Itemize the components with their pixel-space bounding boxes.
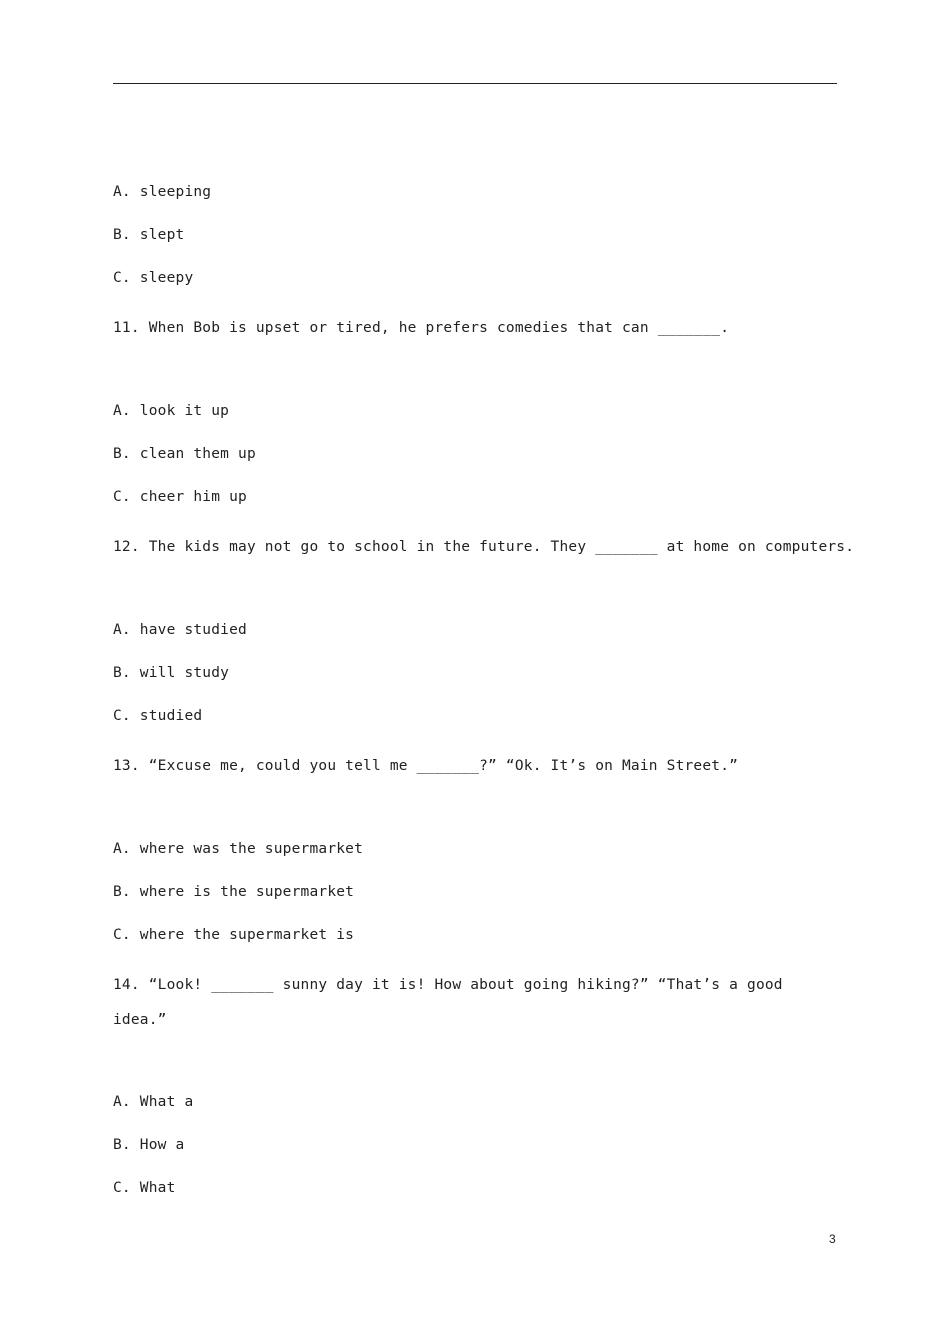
q11-option-c: C. cheer him up bbox=[113, 489, 247, 505]
q14-option-a: A. What a bbox=[113, 1094, 194, 1110]
q13-option-a: A. where was the supermarket bbox=[113, 841, 364, 857]
q12-option-a: A. have studied bbox=[113, 622, 247, 638]
q13-option-c: C. where the supermarket is bbox=[113, 927, 355, 943]
q14-option-c: C. What bbox=[113, 1180, 176, 1196]
q14-stem-line2: idea.” bbox=[113, 1012, 167, 1028]
q10-option-c: C. sleepy bbox=[113, 270, 194, 286]
q14-option-b: B. How a bbox=[113, 1137, 185, 1153]
q14-stem-line1: 14. “Look! _______ sunny day it is! How about going hiking?” “That’s a good bbox=[113, 977, 783, 993]
q11-option-a: A. look it up bbox=[113, 403, 230, 419]
q12-option-c: C. studied bbox=[113, 708, 203, 724]
q13-stem: 13. “Excuse me, could you tell me _______?” “Ok. It’s on Main Street.” bbox=[113, 758, 739, 774]
q12-option-b: B. will study bbox=[113, 665, 230, 681]
q10-option-b: B. slept bbox=[113, 227, 185, 243]
q13-option-b: B. where is the supermarket bbox=[113, 884, 355, 900]
q11-option-b: B. clean them up bbox=[113, 446, 256, 462]
q10-option-a: A. sleeping bbox=[113, 184, 212, 200]
page-number: 3 bbox=[829, 1232, 836, 1246]
header-rule bbox=[113, 83, 837, 84]
q11-stem: 11. When Bob is upset or tired, he prefers comedies that can _______. bbox=[113, 320, 730, 336]
q12-stem: 12. The kids may not go to school in the future. They _______ at home on computers. bbox=[113, 539, 855, 555]
